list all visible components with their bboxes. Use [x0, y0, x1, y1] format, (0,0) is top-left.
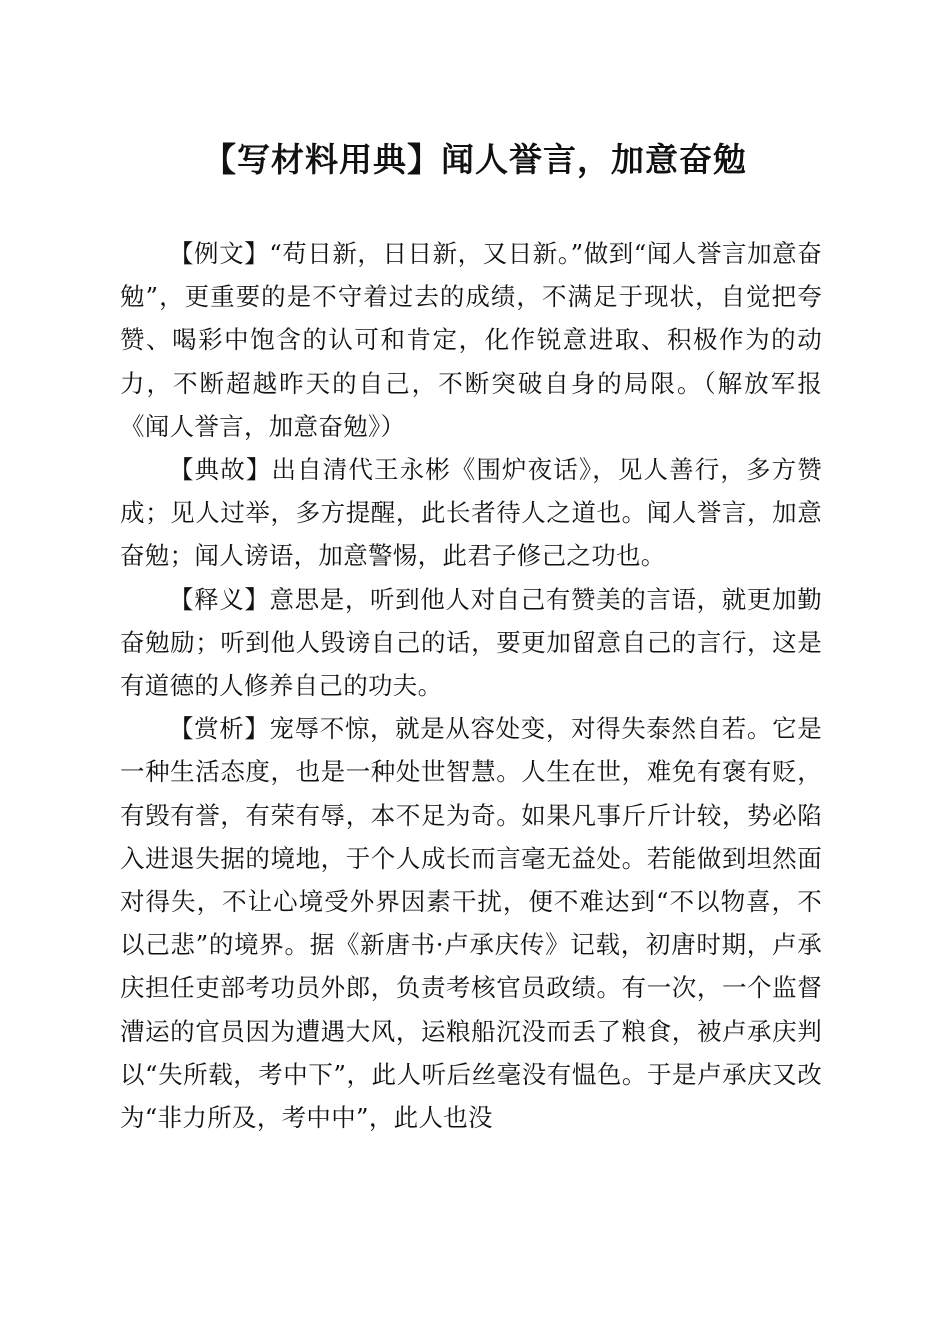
paragraph-allusion	[120, 448, 822, 578]
paragraph-tag: 【赏析】	[169, 714, 270, 744]
paragraph-tag: 【例文】	[169, 239, 270, 268]
paragraph-text: 意思是，听到他人对自己有赞美的言语，就更加勤奋勉励；听到他人毁谤自己的话，要更加留意自己的言行，这是有道德的人修养自己的功夫。	[120, 584, 822, 701]
paragraph-text: “苟日新，日日新，又日新。”做到“闻人誉言加意奋勉”，更重要的是不守着过去的成绩，不满足于现状，自觉把夸赞、喝彩中饱含的认可和肯定，化作锐意进取、积极作为的动力，不断超越昨天的自己，不断突破自身的局限。（解放军报《闻人誉言，加意奋勉》）	[120, 239, 822, 441]
paragraph-tag: 【释义】	[169, 584, 270, 614]
document-title: 【写材料用典】闻人誉言，加意奋勉	[203, 140, 747, 179]
paragraph-tag: 【典故】	[169, 455, 272, 485]
paragraph-appreciation	[120, 707, 822, 1139]
paragraph-example	[120, 232, 822, 448]
paragraph-text: 出自清代王永彬《围炉夜话》，见人善行，多方赞成；见人过举，多方提醒，此长者待人之道也。闻人誉言，加意奋勉；闻人谤语，加意警惕，此君子修己之功也。	[120, 455, 822, 571]
document-body	[120, 232, 822, 1139]
paragraph-text: 宠辱不惊，就是从容处变，对得失泰然自若。它是一种生活态度，也是一种处世智慧。人生在世，难免有褒有贬，有毁有誉，有荣有辱，本不足为奇。如果凡事斤斤计较，势必陷入进退失据的境地，于个人成长而言毫无益处。若能做到坦然面对得失，不让心境受外界因素干扰，便不难达到“不以物喜，不以己悲”的境界。据《新唐书·卢承庆传》记载，初唐时期，卢承庆担任吏部考功员外郎，负责考核官员政绩。有一次，一个监督漕运的官员因为遭遇大风，运粮船沉没而丢了粮食，被卢承庆判以“失所载，考中下”，此人听后丝毫没有愠色。于是卢承庆又改为“非力所及，考中中”，此人也没	[120, 714, 823, 1133]
paragraph-meaning	[120, 578, 822, 708]
